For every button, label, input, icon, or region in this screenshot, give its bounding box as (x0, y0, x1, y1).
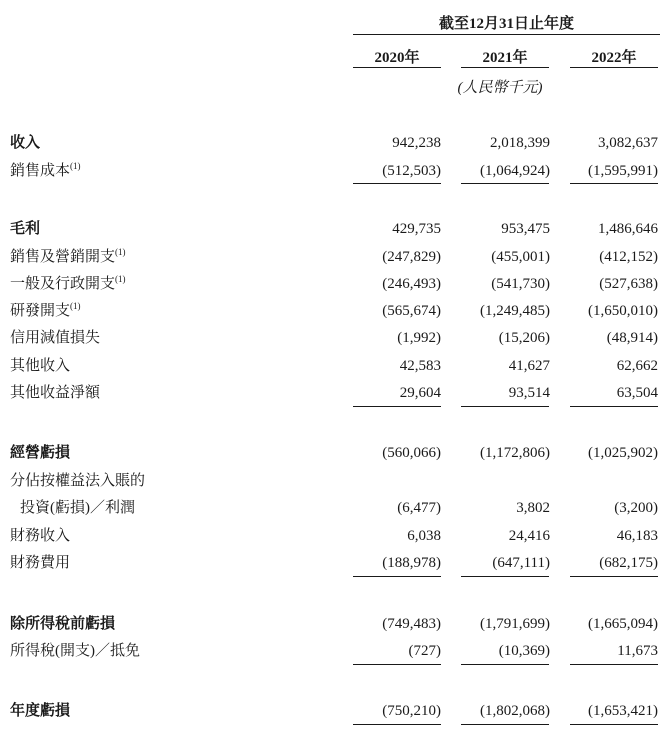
value-admin-2021: (541,730) (491, 276, 550, 292)
year-header-2022: 2022年 (591, 50, 637, 66)
value-finance-costs-2022: (682,175) (599, 555, 658, 571)
unit-label: (人民幣千元) (457, 80, 543, 96)
value-gross-profit-2021: 953,475 (501, 221, 550, 237)
subtotal-line-loy-2022 (570, 664, 658, 665)
value-finance-income-2020: 6,038 (407, 528, 441, 544)
period-header-underline (353, 34, 660, 35)
value-admin-2020: (246,493) (382, 276, 441, 292)
value-impairment-2022: (48,914) (606, 330, 658, 346)
value-admin-2022: (527,638) (599, 276, 658, 292)
value-revenue-2020: 942,238 (392, 135, 441, 151)
value-other-gains-2020: 29,604 (399, 385, 441, 401)
value-gross-profit-2022: 1,486,646 (598, 221, 658, 237)
value-impairment-2021: (15,206) (498, 330, 550, 346)
value-rnd-2020: (565,674) (382, 303, 441, 319)
value-operating-loss-2020: (560,066) (382, 445, 441, 461)
value-income-tax-2020: (727) (408, 643, 441, 659)
value-other-income-2021: 41,627 (508, 358, 550, 374)
value-selling-2022: (412,152) (599, 249, 658, 265)
label-selling-text: 銷售及營銷開支 (10, 249, 116, 265)
period-header: 截至12月31日止年度 (438, 16, 574, 32)
value-share-equity-2021: 3,802 (516, 500, 550, 516)
value-cost-of-sales-2020: (512,503) (382, 163, 441, 179)
value-loss-for-year-2021: (1,802,068) (480, 703, 550, 719)
label-loss-before-tax: 除所得稅前虧損 (10, 616, 116, 632)
label-impairment: 信用減值損失 (10, 330, 101, 346)
year-underline-2021 (461, 67, 549, 68)
year-header-2021: 2021年 (482, 50, 528, 66)
label-admin (10, 274, 126, 294)
value-selling-2021: (455,001) (491, 249, 550, 265)
value-loss-for-year-2020: (750,210) (382, 703, 441, 719)
label-cost-of-sales (10, 161, 81, 181)
value-selling-2020: (247,829) (382, 249, 441, 265)
value-other-gains-2022: 63,504 (616, 385, 658, 401)
label-share-equity-line2: 投資(虧損)／利潤 (20, 500, 135, 516)
subtotal-line-gp-2020 (353, 183, 441, 184)
total-line-2021 (461, 724, 549, 725)
subtotal-line-op-2022 (570, 406, 658, 407)
subtotal-line-gp-2021 (461, 183, 549, 184)
value-other-income-2022: 62,662 (616, 358, 658, 374)
label-rnd-text: 研發開支 (10, 303, 71, 319)
value-finance-income-2021: 24,416 (508, 528, 550, 544)
value-operating-loss-2021: (1,172,806) (480, 445, 550, 461)
total-line-2020 (353, 724, 441, 725)
subtotal-line-loy-2020 (353, 664, 441, 665)
note-rnd: (1) (70, 301, 81, 311)
value-income-tax-2021: (10,369) (498, 643, 550, 659)
value-other-gains-2021: 93,514 (508, 385, 550, 401)
note-selling: (1) (115, 247, 126, 257)
value-rnd-2021: (1,249,485) (480, 303, 550, 319)
value-loss-for-year-2022: (1,653,421) (588, 703, 658, 719)
value-share-equity-2020: (6,477) (397, 500, 441, 516)
value-impairment-2020: (1,992) (397, 330, 441, 346)
label-rnd (10, 301, 81, 321)
total-line-2022 (570, 724, 658, 725)
value-finance-costs-2020: (188,978) (382, 555, 441, 571)
label-other-income: 其他收入 (10, 358, 71, 374)
subtotal-line-loy-2021 (461, 664, 549, 665)
value-loss-before-tax-2021: (1,791,699) (480, 616, 550, 632)
subtotal-line-op-2021 (461, 406, 549, 407)
label-share-equity-line1: 分佔按權益法入賬的 (10, 473, 146, 489)
year-underline-2022 (570, 67, 658, 68)
subtotal-line-op-2020 (353, 406, 441, 407)
value-finance-income-2022: 46,183 (616, 528, 658, 544)
label-cost-of-sales-text: 銷售成本 (10, 163, 71, 179)
note-admin: (1) (115, 274, 126, 284)
value-other-income-2020: 42,583 (399, 358, 441, 374)
value-loss-before-tax-2020: (749,483) (382, 616, 441, 632)
value-cost-of-sales-2021: (1,064,924) (480, 163, 550, 179)
label-gross-profit: 毛利 (10, 221, 41, 237)
label-loss-for-year: 年度虧損 (10, 703, 71, 719)
year-header-2020: 2020年 (374, 50, 420, 66)
label-revenue: 收入 (10, 135, 41, 151)
label-income-tax: 所得稅(開支)／抵免 (10, 643, 140, 659)
value-operating-loss-2022: (1,025,902) (588, 445, 658, 461)
year-underline-2020 (353, 67, 441, 68)
label-operating-loss: 經營虧損 (10, 445, 71, 461)
value-gross-profit-2020: 429,735 (392, 221, 441, 237)
label-finance-income: 財務收入 (10, 528, 71, 544)
value-rnd-2022: (1,650,010) (588, 303, 658, 319)
subtotal-line-pbt-2022 (570, 576, 658, 577)
value-revenue-2022: 3,082,637 (598, 135, 658, 151)
label-finance-costs: 財務費用 (10, 555, 71, 571)
value-loss-before-tax-2022: (1,665,094) (588, 616, 658, 632)
label-admin-text: 一般及行政開支 (10, 276, 116, 292)
value-cost-of-sales-2022: (1,595,991) (588, 163, 658, 179)
label-selling (10, 247, 126, 267)
subtotal-line-pbt-2021 (461, 576, 549, 577)
label-other-gains: 其他收益淨額 (10, 385, 101, 401)
subtotal-line-pbt-2020 (353, 576, 441, 577)
value-finance-costs-2021: (647,111) (492, 555, 550, 571)
value-income-tax-2022: 11,673 (617, 643, 658, 659)
subtotal-line-gp-2022 (570, 183, 658, 184)
value-share-equity-2022: (3,200) (614, 500, 658, 516)
note-cost-of-sales: (1) (70, 161, 81, 171)
value-revenue-2021: 2,018,399 (490, 135, 550, 151)
